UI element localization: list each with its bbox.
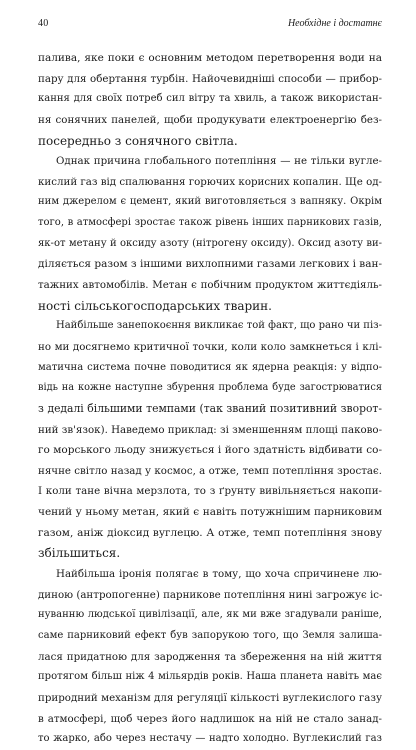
- text-line: діляється разом з іншими вихлопними газами легкових і ван-: [38, 258, 382, 271]
- running-title: Необхідне і достатнє: [287, 18, 382, 29]
- text-line: чений у ньому метан, який є навіть потужнішим парниковим: [38, 506, 382, 519]
- text-line: Однак причина глобального потепління — не тільки вугле-: [56, 155, 382, 168]
- text-line: нуванню людської цивілізації, але, як ми вже згадували раніше,: [38, 609, 382, 621]
- page-header: [38, 18, 382, 34]
- body-text: [38, 48, 382, 750]
- text-line: І коли тане вічна мерзлота, то з ґрунту вивільняється накопи-: [38, 485, 382, 498]
- text-line: посередньо з сонячного світла.: [38, 133, 238, 148]
- text-line: диною (антропогенне) парникове потепління нині загрожує іс-: [38, 588, 382, 601]
- text-line: того, в атмосфері зростає також рівень інших парникових газів,: [38, 217, 382, 229]
- text-line: як-от метану й оксиду азоту (нітрогену оксиду). Оксид азоту ви-: [38, 237, 382, 249]
- text-line: нячне світло назад у космос, а отже, темп потепління зростає.: [38, 464, 382, 477]
- text-line: в атмосфері, щоб через його надлишок на ній не стало занад-: [38, 712, 382, 725]
- text-line: газом, аніж діоксид вуглецю. А отже, темп потепління знову: [38, 526, 382, 539]
- text-line: збільшиться.: [38, 546, 121, 561]
- text-line: кислий газ від спалювання горючих корисних копалин. Ще од-: [38, 175, 382, 188]
- page-number: 40: [38, 18, 49, 29]
- text-line: протягом більш ніж 4 мільярдів років. Наша планета навіть має: [38, 671, 382, 683]
- text-line: палива, яке поки є основним методом перетворення води на: [38, 52, 382, 64]
- text-line: Найбільша іронія полягає в тому, що хоча спричинене лю-: [56, 568, 382, 581]
- text-line: тажних автомобілів. Метан є побічним продуктом життєдіяль-: [38, 279, 382, 292]
- text-line: Найбільше занепокоєння викликає той факт, що рано чи піз-: [56, 320, 382, 332]
- text-line: пару для обертання турбін. Найочевидніші способи — прибор-: [38, 72, 382, 85]
- text-line: ним джерелом є цемент, який виготовляється з вапняку. Окрім: [38, 196, 382, 208]
- text-line: ня сонячних панелей, щоби продукувати електроенергію без-: [38, 113, 382, 126]
- text-line: но ми досягнемо критичної точки, коли коло замкнеться і клі-: [38, 340, 382, 353]
- text-line: лася придатною для зародження та збереження на ній життя: [38, 650, 382, 663]
- text-line: природний механізм для регуляції кількості вуглекислого газу: [38, 691, 382, 704]
- text-line: ний зв'язок). Наведемо приклад: зі зменшенням площі паково-: [38, 423, 382, 436]
- text-line: матична система почне поводитися як ядерна реакція: у відпо-: [38, 361, 382, 373]
- text-line: саме парниковий ефект був запорукою того, що Земля залиша-: [38, 629, 382, 641]
- text-line: з дедалі більшими темпами (так званий позитивний зворот-: [38, 401, 382, 415]
- text-line: відь на кожне наступне збурення проблема буде загострюватися: [38, 382, 382, 394]
- text-line: кання для своїх потреб сил вітру та хвиль, а також використан-: [38, 93, 382, 105]
- text-line: то жарко, або через нестачу — надто холодно. Вуглекислий газ: [38, 733, 382, 745]
- text-line: го морського льоду знижується і його здатність відбивати со-: [38, 444, 382, 457]
- text-line: ності сільськогосподарських тварин.: [38, 298, 272, 313]
